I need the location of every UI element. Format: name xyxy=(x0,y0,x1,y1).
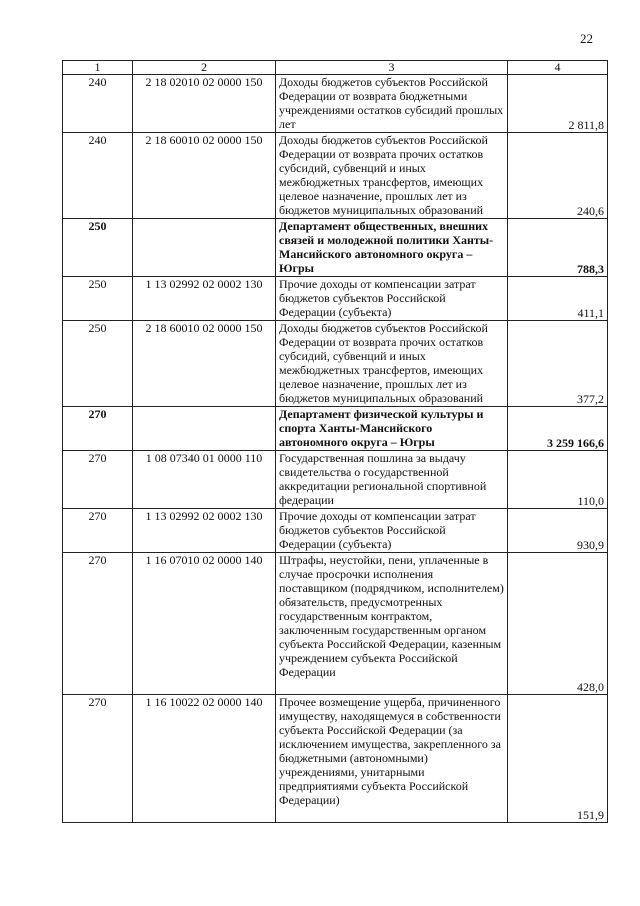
table-row xyxy=(63,321,608,407)
amount-cell: 3 259 166,6 xyxy=(508,407,608,451)
amount-cell: 151,9 xyxy=(508,695,608,823)
kbk-code-cell: 1 08 07340 01 0000 110 xyxy=(133,451,276,509)
revenue-name-cell: Государственная пошлина за выдачу свидетельства о государственной аккредитации региональной спортивной федерации xyxy=(276,451,508,509)
amount-cell: 411,1 xyxy=(508,277,608,321)
column-header-admin: 1 xyxy=(63,61,133,75)
column-header-kbk: 2 xyxy=(133,61,276,75)
kbk-code-cell: 1 16 10022 02 0000 140 xyxy=(133,695,276,823)
kbk-code-cell: 2 18 02010 02 0000 150 xyxy=(133,75,276,133)
admin-code-cell: 270 xyxy=(63,451,133,509)
revenue-table xyxy=(62,60,608,823)
table-row xyxy=(63,553,608,695)
revenue-name-cell: Штрафы, неустойки, пени, уплаченные в случае просрочки исполнения поставщиком (подрядчиком, исполнителем) обязательств, предусмотренных государственным контрактом, заключенным государственным органом субъекта Российской Федерации, казенным учреждением субъекта Российской Федерации xyxy=(276,553,508,695)
revenue-name-cell: Департамент общественных, внешних связей и молодежной политики Ханты-Мансийского автономного округа – Югры xyxy=(276,219,508,277)
amount-cell: 110,0 xyxy=(508,451,608,509)
department-row xyxy=(63,219,608,277)
admin-code-cell: 240 xyxy=(63,133,133,219)
kbk-code-cell xyxy=(133,407,276,451)
kbk-code-cell: 1 13 02992 02 0002 130 xyxy=(133,277,276,321)
kbk-code-cell: 2 18 60010 02 0000 150 xyxy=(133,321,276,407)
table-row xyxy=(63,451,608,509)
amount-cell: 428,0 xyxy=(508,553,608,695)
kbk-code-cell: 1 16 07010 02 0000 140 xyxy=(133,553,276,695)
revenue-name-cell: Доходы бюджетов субъектов Российской Федерации от возврата прочих остатков субсидий, субвенций и иных межбюджетных трансфертов, имеющих целевое назначение, прошлых лет из бюджетов муниципальных образований xyxy=(276,321,508,407)
table-row xyxy=(63,133,608,219)
admin-code-cell: 270 xyxy=(63,407,133,451)
amount-cell: 2 811,8 xyxy=(508,75,608,133)
admin-code-cell: 250 xyxy=(63,219,133,277)
table-row xyxy=(63,277,608,321)
column-header-amount: 4 xyxy=(508,61,608,75)
revenue-name-cell: Прочее возмещение ущерба, причиненного имуществу, находящемуся в собственности субъекта Российской Федерации (за исключением имущества, закрепленного за бюджетными (автономными) учреждениями, унитарными предприятиями субъекта Российской Федерации) xyxy=(276,695,508,823)
kbk-code-cell: 2 18 60010 02 0000 150 xyxy=(133,133,276,219)
table-row xyxy=(63,695,608,823)
admin-code-cell: 250 xyxy=(63,321,133,407)
table-row xyxy=(63,509,608,553)
table-header-row xyxy=(63,61,608,75)
page-number: 22 xyxy=(580,31,593,46)
amount-cell: 377,2 xyxy=(508,321,608,407)
admin-code-cell: 240 xyxy=(63,75,133,133)
revenue-name-cell: Прочие доходы от компенсации затрат бюджетов субъектов Российской Федерации (субъекта) xyxy=(276,277,508,321)
revenue-name-cell: Департамент физической культуры и спорта Ханты-Мансийского автономного округа – Югры xyxy=(276,407,508,451)
department-row xyxy=(63,407,608,451)
admin-code-cell: 270 xyxy=(63,509,133,553)
kbk-code-cell xyxy=(133,219,276,277)
amount-cell: 788,3 xyxy=(508,219,608,277)
amount-cell: 930,9 xyxy=(508,509,608,553)
amount-cell: 240,6 xyxy=(508,133,608,219)
admin-code-cell: 250 xyxy=(63,277,133,321)
admin-code-cell: 270 xyxy=(63,695,133,823)
kbk-code-cell: 1 13 02992 02 0002 130 xyxy=(133,509,276,553)
admin-code-cell: 270 xyxy=(63,553,133,695)
column-header-name: 3 xyxy=(276,61,508,75)
table-row xyxy=(63,75,608,133)
revenue-name-cell: Прочие доходы от компенсации затрат бюджетов субъектов Российской Федерации (субъекта) xyxy=(276,509,508,553)
revenue-name-cell: Доходы бюджетов субъектов Российской Федерации от возврата прочих остатков субсидий, субвенций и иных межбюджетных трансфертов, имеющих целевое назначение, прошлых лет из бюджетов муниципальных образований xyxy=(276,133,508,219)
revenue-name-cell: Доходы бюджетов субъектов Российской Федерации от возврата бюджетными учреждениями остатков субсидий прошлых лет xyxy=(276,75,508,133)
